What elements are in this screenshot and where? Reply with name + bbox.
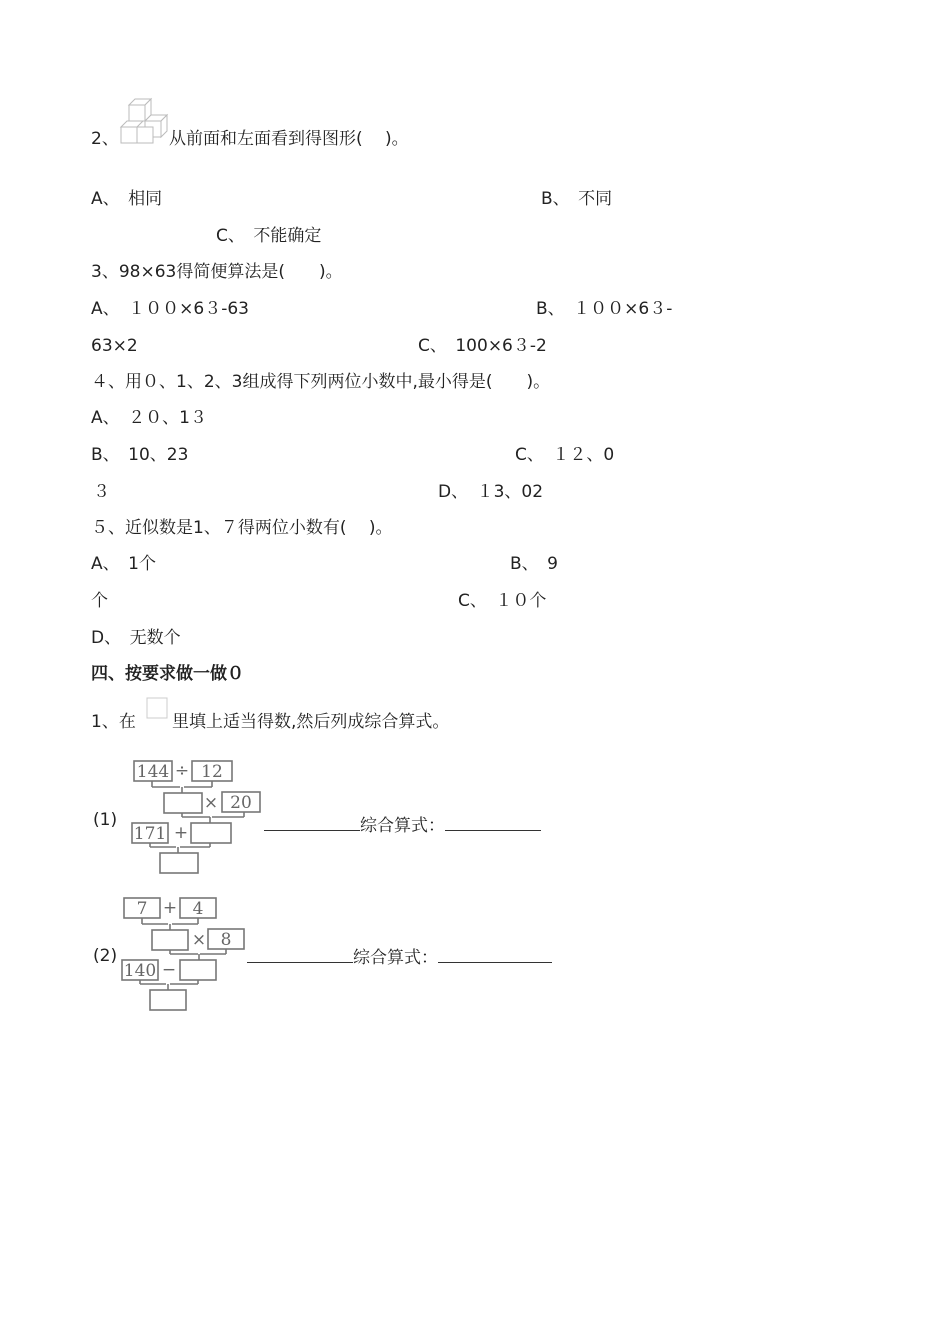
q3-option-b-part1: B、 １００×6３- [536,299,673,319]
diagram1-tree [128,757,268,877]
q3-text: 3、98×63得简便算法是( )。 [91,262,343,282]
diagram2-formula-row [247,946,552,968]
diagram1-formula-blank[interactable] [445,814,541,831]
q5-option-c: C、 １０个 [458,591,547,611]
diagram2-mid-right: 8 [220,930,232,950]
q2-option-a: A、 相同 [91,189,163,209]
diagram2-answer-blank[interactable] [247,946,353,963]
diagram2-bottom-op: − [161,960,177,980]
diagram2-top-op: + [162,898,178,918]
section4-q1-suffix: 里填上适当得数,然后列成综合算式。 [172,712,450,732]
q4-text: ４、用０、1、2、3组成得下列两位小数中,最小得是( )。 [91,372,551,392]
diagram1-bottom-left: 171 [133,824,167,844]
cube-stack-icon [119,99,167,147]
diagram2-formula-blank[interactable] [438,946,552,963]
q5-option-b-part1: B、 9 [510,554,558,574]
diagram2-top-right: 4 [192,899,204,919]
diagram2-label: (2) [93,946,118,966]
diagram1-mid-op: × [203,793,219,813]
diagram1-mid-right: 20 [230,793,252,813]
diagram2-box-bottom-right [180,960,216,980]
diagram2-box-result [150,990,186,1010]
diagram1-box-result [160,853,198,873]
diagram2-bottom-left: 140 [123,961,157,981]
q3-option-a: A、 １００×6３-63 [91,299,249,319]
diagram1-formula-row [264,814,541,836]
q5-option-d: D、 无数个 [91,628,181,648]
diagram1-box-bottom-right [191,823,231,843]
diagram2-tree [120,896,260,1016]
diagram1-top-right: 12 [201,762,223,782]
diagram2-box-mid-left [152,930,188,950]
diagram1-label: (1) [93,810,118,830]
diagram1-top-op: ÷ [174,761,190,781]
diagram2-top-left: 7 [136,899,148,919]
diagram2-mid-op: × [191,930,207,950]
q4-option-d: D、 １3、02 [438,482,544,502]
q4-option-c-part2: ３ [93,482,110,502]
q2-number: 2、 [91,129,119,149]
section-heading: 四、按要求做一做０ [91,664,244,684]
q5-text: ５、近似数是1、７得两位小数有( )。 [91,518,393,538]
blank-box-icon [146,697,168,719]
diagram1-answer-blank[interactable] [264,814,360,831]
diagram1-top-left: 144 [136,762,170,782]
q3-option-c: C、 100×6３-2 [418,336,547,356]
q5-option-a: A、 1个 [91,554,156,574]
diagram1-formula-label: 综合算式： [360,816,445,836]
q2-option-b: B、 不同 [541,189,613,209]
q4-option-b: B、 10、23 [91,445,189,465]
q2-text: 从前面和左面看到得图形( )。 [169,129,409,149]
q2-option-c: C、 不能确定 [216,226,322,246]
diagram1-box-mid-left [164,793,202,813]
section4-q1-prefix: 1、在 [91,712,136,732]
diagram2-formula-label: 综合算式： [353,948,438,968]
q4-option-c-part1: C、 １２、0 [515,445,615,465]
diagram1-bottom-op: + [173,823,189,843]
q3-option-b-part2: 63×2 [91,336,138,356]
q5-option-b-part2: 个 [91,591,108,611]
q4-option-a: A、 ２０、1３ [91,408,207,428]
